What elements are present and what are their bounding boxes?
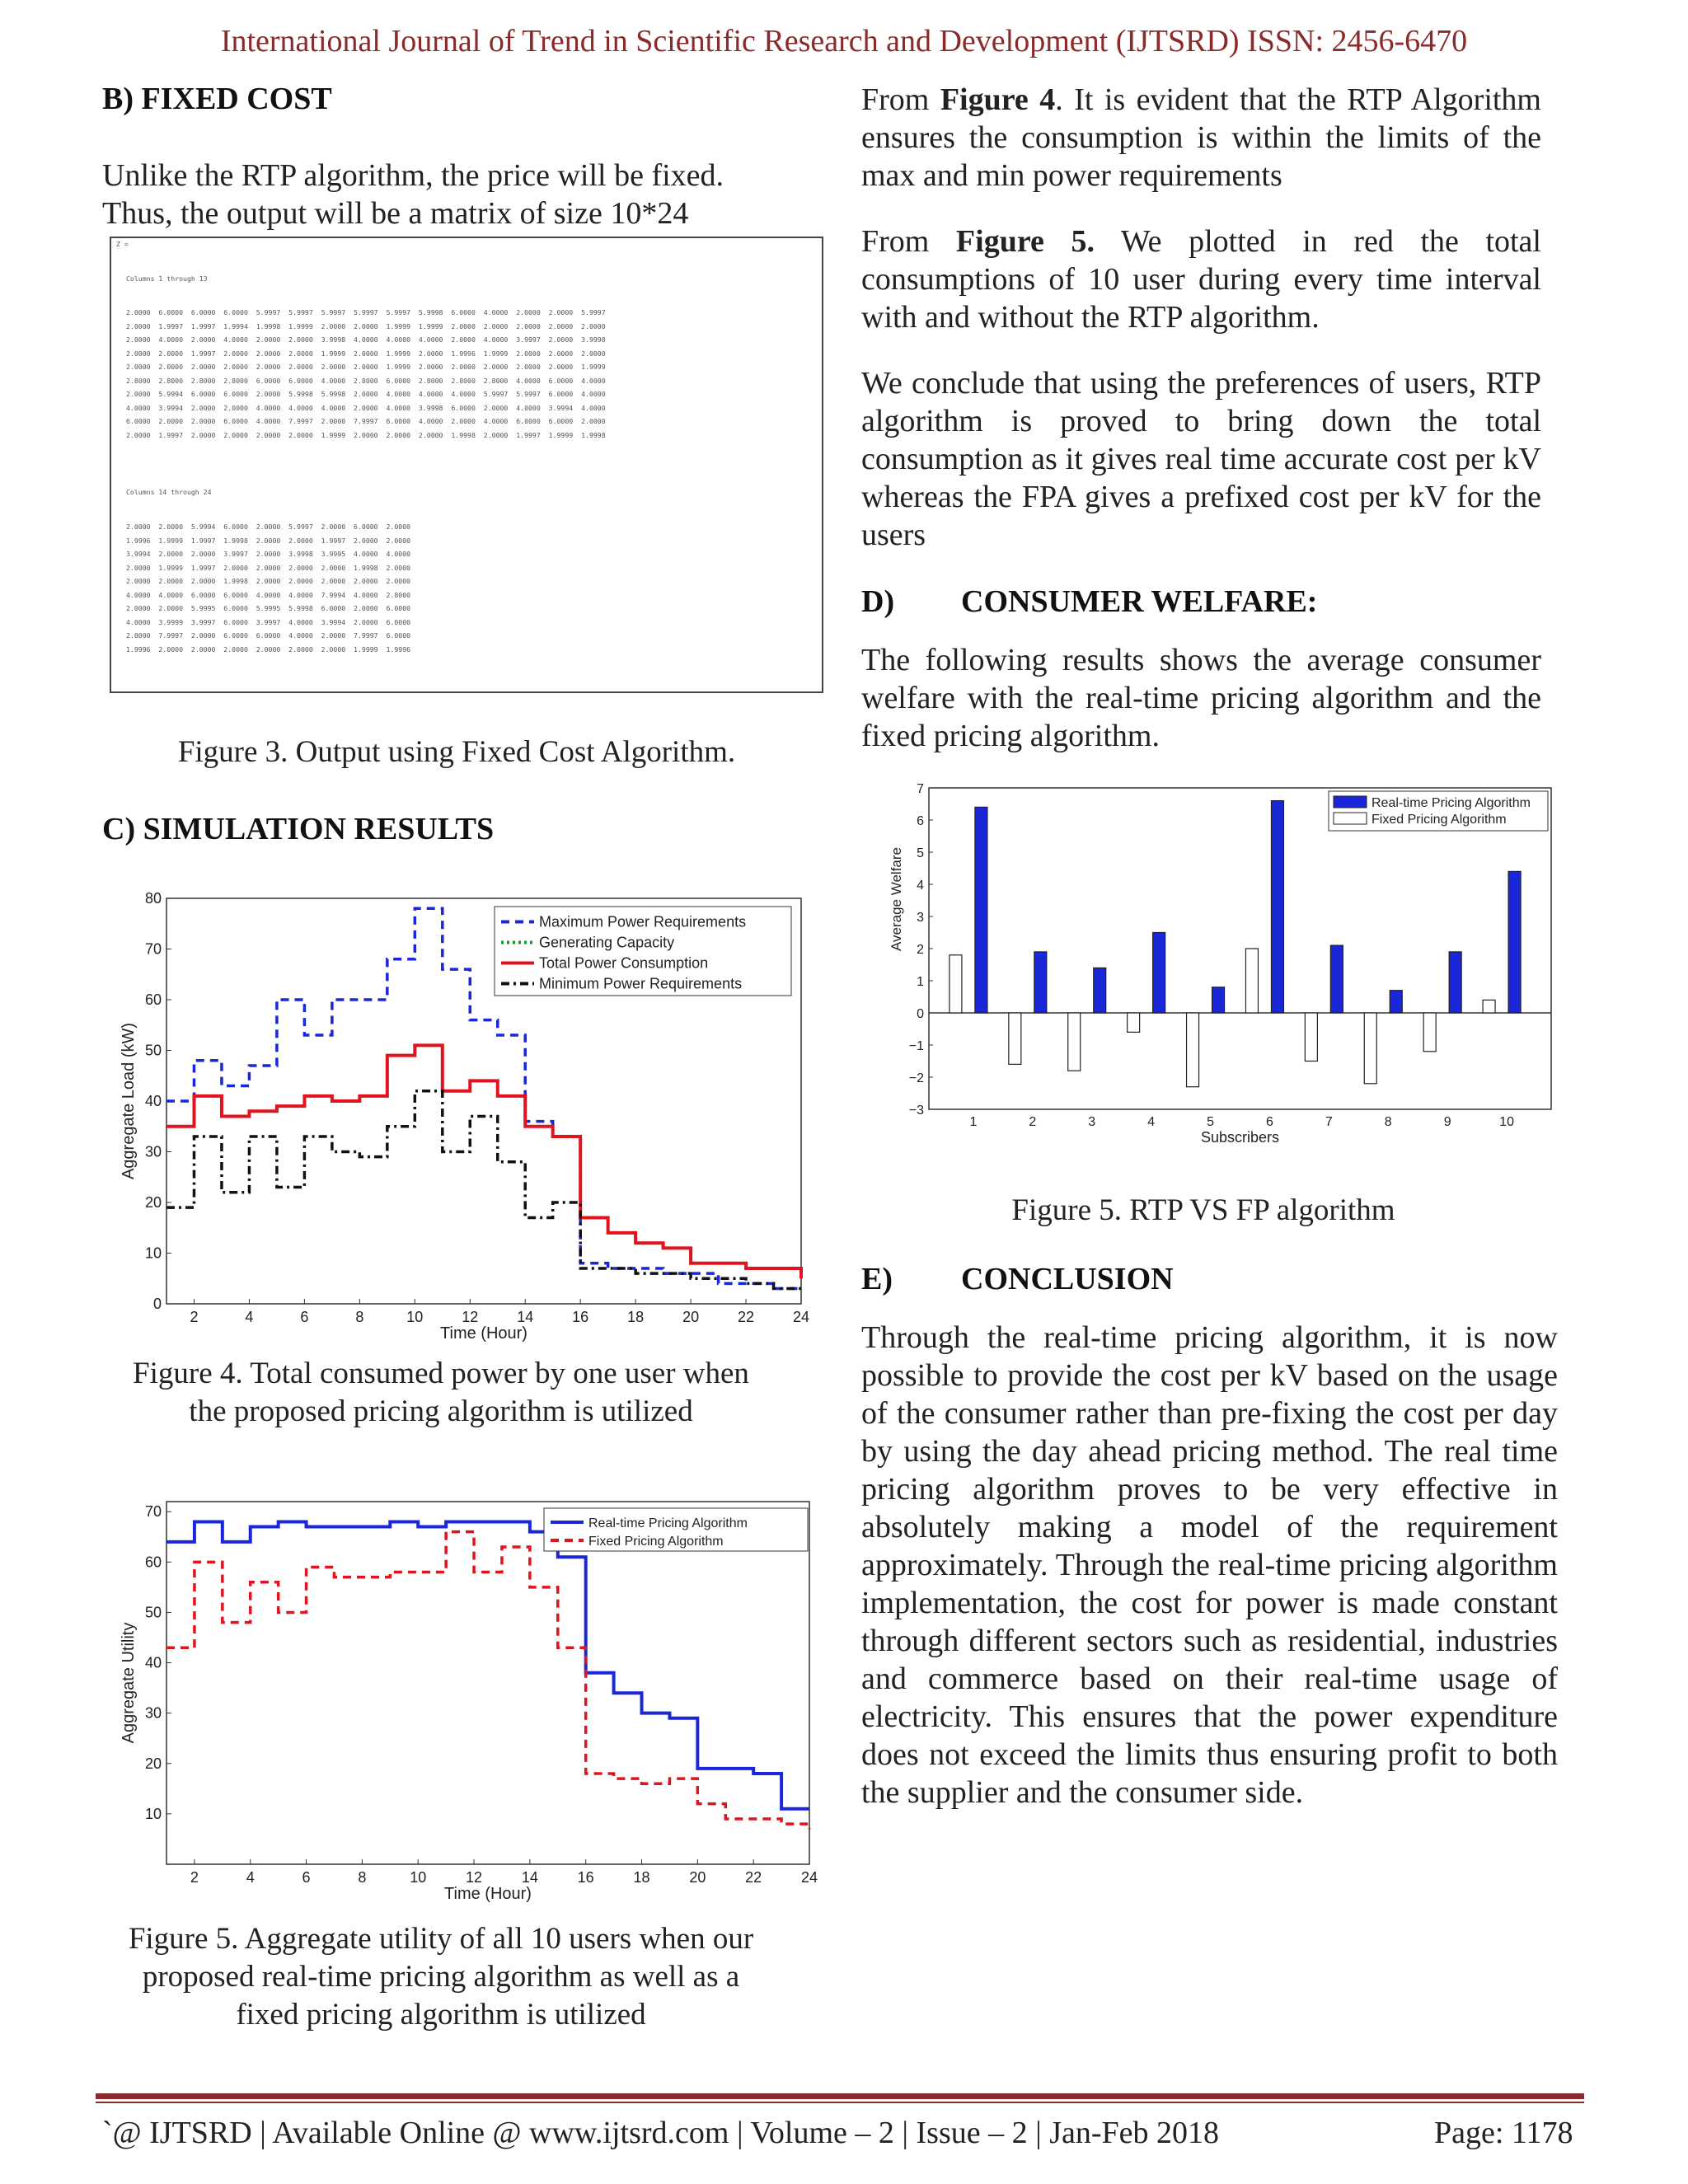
x-tick-label: 6	[300, 1309, 309, 1325]
y-tick-label: 30	[144, 1143, 162, 1160]
y-tick-label: −3	[908, 1104, 924, 1118]
paragraph-conclusion: Through the real-time pricing algorithm, it is now possible to provide the cost per kV based on the usage of the consumer rather than pre-fixing the cost per day by using the day ahead pricing method. The real time pricing algorithm proves to be very effective in absolutely making a model of the requirement approximately. Through the real-time pricing algorithm implementation, the cost for power is made constant through different sectors such as residential, industries and commerce based on their real-time usage of electricity. This ensures that the power expenditure does not exceed the limits thus ensuring profit to both the supplier and the consumer side.	[861, 1320, 1558, 1810]
bar-rtp	[1508, 871, 1521, 1013]
footer-page-number: Page: 1178	[1434, 2116, 1573, 2150]
section-d-heading: CONSUMER WELFARE:	[961, 584, 1318, 619]
y-tick-label: 7	[917, 782, 924, 796]
x-tick-label: 10	[1499, 1115, 1514, 1129]
x-tick-label: 8	[355, 1309, 364, 1325]
y-tick-label: 0	[152, 1296, 162, 1312]
legend-label-1: Generating Capacity	[539, 934, 675, 951]
x-tick-label: 9	[1443, 1115, 1451, 1129]
section-e-label: E)	[861, 1262, 893, 1296]
figure-5-utility-caption	[91, 1920, 791, 2034]
y-tick-label: 10	[144, 1244, 162, 1262]
bar-fixed	[1128, 1013, 1140, 1032]
x-tick-label: 20	[682, 1309, 700, 1325]
matrix-block-1-row: 2.0000 2.0000 2.0000 2.0000 2.0000 2.0000 2.0000 2.0000 1.9999 2.0000 2.0000 2.0000 2.0000 2.0000 1.9999	[126, 363, 606, 371]
y-tick-label: 2	[917, 943, 924, 957]
figure-5-welfare-bar-chart	[886, 780, 1562, 1159]
matrix-block-1-row: 2.0000 6.0000 6.0000 6.0000 5.9997 5.9997 5.9997 5.9997 5.9997 5.9998 6.0000 4.0000 2.0000 2.0000 5.9997	[126, 308, 606, 316]
section-e-heading: CONCLUSION	[961, 1262, 1174, 1296]
figure-5-utility-chart	[115, 1493, 824, 1914]
matrix-block-2-row: 2.0000 7.9997 2.0000 6.0000 6.0000 4.0000 2.0000 7.9997 6.0000	[126, 631, 411, 640]
matrix-block-1	[126, 306, 606, 442]
legend-label-1: Fixed Pricing Algorithm	[588, 1535, 724, 1549]
y-tick-label: −1	[908, 1039, 924, 1053]
bar-rtp	[1271, 801, 1283, 1013]
x-tick-label: 8	[1384, 1115, 1392, 1129]
legend-label-0: Real-time Pricing Algorithm	[588, 1516, 748, 1530]
matrix-block-2-row: 2.0000 2.0000 5.9994 6.0000 2.0000 5.9997 2.0000 6.0000 2.0000	[126, 523, 411, 531]
footer-rule-thin	[96, 2102, 1584, 2103]
x-tick-label: 8	[358, 1869, 367, 1886]
bar-fixed	[1245, 949, 1258, 1013]
figure-4-chart	[115, 890, 816, 1352]
figure-5-utility-caption-line-2: proposed real-time pricing algorithm as well as a	[142, 1960, 740, 1994]
bar-rtp	[975, 807, 987, 1013]
y-tick-label: 70	[144, 940, 162, 958]
p1-figure-ref: Figure 4	[940, 82, 1056, 117]
x-tick-label: 6	[302, 1869, 311, 1886]
matrix-block-2-row: 4.0000 4.0000 6.0000 6.0000 4.0000 4.0000 7.9994 4.0000 2.8000	[126, 590, 411, 599]
matrix-block-2-row: 1.9996 1.9999 1.9997 1.9998 2.0000 2.0000 1.9997 2.0000 2.0000	[126, 536, 411, 545]
fixed-cost-line-1: Unlike the RTP algorithm, the price will be fixed.	[102, 158, 724, 193]
x-tick-label: 5	[1207, 1115, 1215, 1129]
x-axis-label: Time (Hour)	[444, 1885, 532, 1903]
x-tick-label: 16	[572, 1309, 589, 1325]
matrix-block-1-row: 4.0000 3.9994 2.0000 2.0000 4.0000 4.0000 4.0000 2.0000 4.0000 3.9998 6.0000 2.0000 4.0000 3.9994 4.0000	[126, 403, 606, 412]
matrix-columns-label-2: Columns 14 through 24	[126, 488, 212, 496]
y-tick-label: 70	[144, 1503, 162, 1521]
x-tick-label: 10	[410, 1869, 427, 1886]
matrix-columns-label-1: Columns 1 through 13	[126, 274, 208, 283]
bar-fixed	[1483, 1000, 1495, 1013]
paragraph-figure-5-discussion	[861, 223, 1541, 336]
section-c-heading: C) SIMULATION RESULTS	[102, 812, 495, 846]
bar-rtp	[1153, 933, 1165, 1014]
legend-swatch-1	[1334, 813, 1367, 824]
legend-label-1: Fixed Pricing Algorithm	[1372, 813, 1507, 827]
x-tick-label: 2	[1029, 1115, 1037, 1129]
y-tick-label: 60	[144, 991, 162, 1008]
figure-5-utility-caption-line-1: Figure 5. Aggregate utility of all 10 users when our	[128, 1922, 754, 1956]
p1-body: . It is evident that the RTP Algorithm ensures the consumption is within the limits of the max and min power requirements	[861, 82, 1541, 193]
y-tick-label: 60	[144, 1554, 162, 1571]
fixed-cost-line-2: Thus, the output will be a matrix of size 10*24	[102, 196, 689, 231]
matrix-block-1-row: 2.0000 1.9997 1.9997 1.9994 1.9998 1.9999 2.0000 2.0000 1.9999 1.9999 2.0000 2.0000 2.0000 2.0000 2.0000	[126, 321, 606, 330]
legend-swatch-0	[1334, 796, 1367, 808]
x-tick-label: 22	[745, 1869, 762, 1886]
section-d-label: D)	[861, 584, 895, 619]
x-tick-label: 22	[738, 1309, 755, 1325]
matrix-block-2-row: 4.0000 3.9999 3.9997 6.0000 3.9997 4.0000 3.9994 2.0000 6.0000	[126, 617, 411, 626]
y-tick-label: 20	[144, 1194, 162, 1211]
matrix-output-figure	[110, 237, 823, 693]
y-tick-label: −2	[908, 1071, 924, 1085]
bar-fixed	[1423, 1013, 1436, 1052]
matrix-block-2-row: 2.0000 2.0000 2.0000 1.9998 2.0000 2.0000 2.0000 2.0000 2.0000	[126, 577, 411, 585]
x-tick-label: 16	[577, 1869, 594, 1886]
section-b-heading: B) FIXED COST	[102, 82, 332, 116]
x-tick-label: 3	[1088, 1115, 1096, 1129]
matrix-block-2-row: 2.0000 1.9999 1.9997 2.0000 2.0000 2.0000 2.0000 1.9998 2.0000	[126, 563, 411, 572]
x-tick-label: 4	[246, 1869, 255, 1886]
y-tick-label: 10	[144, 1805, 162, 1822]
fixed-cost-paragraph	[102, 157, 786, 232]
y-tick-label: 5	[917, 846, 924, 860]
matrix-block-2-row: 1.9996 2.0000 2.0000 2.0000 2.0000 2.0000 2.0000 1.9999 1.9996	[126, 644, 411, 654]
y-tick-label: 20	[144, 1755, 162, 1772]
journal-header: International Journal of Trend in Scientific Research and Development (IJTSRD) ISSN: 2456-6470	[220, 24, 1468, 59]
figure-4-caption	[91, 1355, 791, 1431]
y-tick-label: 0	[917, 1007, 924, 1021]
bar-rtp	[1330, 945, 1343, 1013]
x-tick-label: 4	[1147, 1115, 1156, 1129]
legend-label-0: Maximum Power Requirements	[539, 913, 747, 930]
y-tick-label: 4	[917, 879, 924, 893]
x-tick-label: 24	[792, 1309, 810, 1325]
plot-area	[166, 1502, 809, 1864]
y-axis-label: Aggregate Utility	[120, 1622, 138, 1744]
matrix-block-2-row: 2.0000 2.0000 5.9995 6.0000 5.9995 5.9998 6.0000 2.0000 6.0000	[126, 604, 411, 612]
figure-4-caption-line-1: Figure 4. Total consumed power by one user when	[133, 1357, 749, 1390]
p1-prefix: From	[861, 82, 940, 117]
x-tick-label: 12	[466, 1869, 483, 1886]
y-tick-label: 1	[917, 975, 924, 989]
figure-4-caption-line-2: the proposed pricing algorithm is utilized	[189, 1394, 693, 1428]
y-tick-label: 3	[917, 911, 924, 925]
matrix-prompt: Z =	[116, 240, 129, 248]
x-tick-label: 1	[969, 1115, 978, 1129]
x-axis-label: Time (Hour)	[440, 1324, 528, 1343]
matrix-block-2-row: 3.9994 2.0000 2.0000 3.9997 2.0000 3.9998 3.9995 4.0000 4.0000	[126, 550, 411, 558]
bar-rtp	[1449, 952, 1461, 1013]
figure-5-utility-caption-line-3: fixed pricing algorithm is utilized	[236, 1998, 646, 2032]
x-tick-label: 6	[1265, 1115, 1273, 1129]
figure-5-welfare-caption: Figure 5. RTP VS FP algorithm	[1011, 1193, 1395, 1227]
paragraph-consumer-welfare: The following results shows the average consumer welfare with the real-time pricing algorithm and the fixed pricing algorithm.	[861, 643, 1541, 753]
y-tick-label: 40	[144, 1654, 162, 1671]
legend-label-3: Minimum Power Requirements	[539, 975, 743, 992]
figure-3-caption: Figure 3. Output using Fixed Cost Algorithm.	[177, 735, 736, 769]
y-tick-label: 80	[144, 890, 162, 907]
plot-area	[929, 788, 1551, 1109]
matrix-block-1-row: 2.0000 2.0000 1.9997 2.0000 2.0000 2.0000 1.9999 2.0000 1.9999 2.0000 1.9996 1.9999 2.0000 2.0000 2.0000	[126, 349, 606, 358]
y-tick-label: 40	[144, 1093, 162, 1109]
footer-journal-info: `@ IJTSRD | Available Online @ www.ijtsrd.com | Volume – 2 | Issue – 2 | Jan-Feb 2018	[102, 2116, 1220, 2150]
x-tick-label: 14	[521, 1869, 538, 1886]
bar-fixed	[1305, 1013, 1317, 1062]
x-tick-label: 18	[627, 1309, 645, 1325]
y-tick-label: 50	[144, 1604, 162, 1621]
matrix-block-1-row: 2.8000 2.8000 2.8000 2.8000 6.0000 6.0000 4.0000 2.8000 6.0000 2.8000 2.8000 2.8000 4.0000 6.0000 4.0000	[126, 376, 606, 385]
x-tick-label: 10	[406, 1309, 424, 1325]
bar-fixed	[950, 955, 962, 1013]
bar-rtp	[1094, 968, 1106, 1013]
bar-rtp	[1390, 991, 1402, 1013]
x-tick-label: 24	[800, 1869, 818, 1886]
y-tick-label: 30	[144, 1704, 162, 1722]
x-tick-label: 7	[1325, 1115, 1333, 1129]
bar-fixed	[1009, 1013, 1021, 1064]
legend-label-0: Real-time Pricing Algorithm	[1372, 796, 1531, 810]
x-tick-label: 12	[462, 1309, 479, 1325]
paragraph-conclusion-preferences: We conclude that using the preferences of users, RTP algorithm is proved to bring down the total consumption as it gives real time accurate cost per kV whereas the FPA gives a prefixed cost per kV for the users	[861, 366, 1541, 552]
footer-rule-thick	[96, 2093, 1584, 2099]
legend-label-2: Total Power Consumption	[539, 954, 709, 972]
bar-fixed	[1068, 1013, 1081, 1071]
p2-prefix: From	[861, 224, 956, 259]
matrix-block-1-row: 6.0000 2.0000 2.0000 6.0000 4.0000 7.9997 2.0000 7.9997 6.0000 4.0000 2.0000 4.0000 6.0000 6.0000 2.0000	[126, 417, 606, 425]
paragraph-figure-4-discussion	[861, 81, 1541, 194]
bar-fixed	[1364, 1013, 1376, 1084]
x-axis-label: Subscribers	[1200, 1129, 1280, 1146]
p2-figure-ref: Figure 5.	[955, 224, 1095, 259]
bar-rtp	[1034, 952, 1047, 1013]
y-axis-label: Average Welfare	[889, 847, 904, 951]
x-tick-label: 18	[633, 1869, 650, 1886]
matrix-block-2	[126, 520, 410, 656]
x-tick-label: 14	[517, 1309, 534, 1325]
matrix-block-1-row: 2.0000 1.9997 2.0000 2.0000 2.0000 2.0000 1.9999 2.0000 2.0000 2.0000 1.9998 2.0000 1.9997 1.9999 1.9998	[126, 430, 606, 439]
x-tick-label: 20	[689, 1869, 706, 1886]
bar-fixed	[1187, 1013, 1199, 1087]
y-tick-label: 6	[917, 814, 924, 828]
x-tick-label: 2	[190, 1869, 199, 1886]
y-axis-label: Aggregate Load (kW)	[120, 1022, 138, 1180]
bar-rtp	[1212, 987, 1225, 1013]
matrix-block-1-row: 2.0000 4.0000 2.0000 4.0000 2.0000 2.0000 3.9998 4.0000 4.0000 4.0000 2.0000 4.0000 3.9997 2.0000 3.9998	[126, 335, 606, 344]
x-tick-label: 4	[245, 1309, 254, 1325]
p2-body: We plotted in red the total consumptions of 10 user during every time interval with and without the RTP algorithm.	[861, 224, 1541, 335]
x-tick-label: 2	[190, 1309, 199, 1325]
matrix-block-1-row: 2.0000 5.9994 6.0000 6.0000 2.0000 5.9998 5.9998 2.0000 4.0000 4.0000 4.0000 5.9997 5.9997 6.0000 4.0000	[126, 390, 606, 398]
y-tick-label: 50	[144, 1042, 162, 1059]
